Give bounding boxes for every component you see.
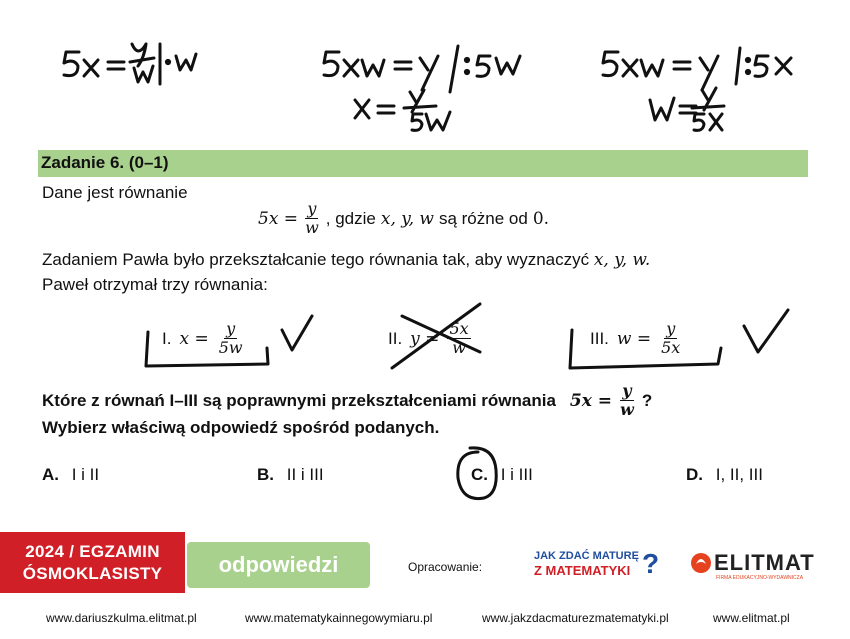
option-a-letter: A. xyxy=(42,465,59,484)
logo-jak-zdac xyxy=(534,550,664,586)
question-den: w xyxy=(620,400,634,419)
given-eq-tail: są różne od xyxy=(438,208,528,228)
task-line1-text: Zadaniem Pawła było przekształcanie tego równania tak, aby wyznaczyć xyxy=(42,250,590,269)
question-fraction xyxy=(618,382,636,419)
option-d-text: I, II, III xyxy=(715,465,763,484)
bracket-eq-i xyxy=(146,332,268,366)
given-label: Dane jest równanie xyxy=(42,183,188,202)
task-title: Zadanie 6. (0–1) xyxy=(41,153,169,172)
task-line1-vars: x, y, w. xyxy=(593,250,651,270)
task-line2: Paweł otrzymał trzy równania: xyxy=(42,275,268,294)
eq-ii-den: w xyxy=(452,338,466,357)
logo2-name: ELITMAT xyxy=(714,550,815,575)
given-eq-zero: 0. xyxy=(532,208,550,229)
logo2-sub: FIRMA EDUKACYJNO-WYDAWNICZA xyxy=(716,575,804,581)
option-c-letter: C. xyxy=(471,465,488,484)
elitmat-flame-icon xyxy=(690,552,712,574)
answers-badge: odpowiedzi xyxy=(187,542,370,588)
given-eq-vars: x, y, w xyxy=(380,208,434,229)
exam-badge-line2: ÓSMOKLASISTY xyxy=(22,564,163,583)
option-b[interactable] xyxy=(257,465,324,485)
check-eq-i-icon xyxy=(282,316,312,350)
given-eq-den: w xyxy=(305,218,319,237)
logo1-line1: JAK ZDAĆ MATURĘ xyxy=(534,550,639,562)
footer-link-4[interactable]: www.elitmat.pl xyxy=(713,611,790,625)
exam-badge xyxy=(0,532,185,593)
eq-i-num: y xyxy=(226,319,236,338)
prepared-by: Opracowanie: xyxy=(408,560,483,574)
eq-i-lhs: x = xyxy=(179,328,209,349)
eq-i-label: I. xyxy=(162,328,172,348)
option-d-letter: D. xyxy=(686,465,703,484)
option-a[interactable] xyxy=(42,465,99,485)
question-num: y xyxy=(622,381,632,400)
logo1-question-icon: ? xyxy=(642,548,660,579)
footer-link-1[interactable]: www.dariuszkulma.elitmat.pl xyxy=(46,611,197,625)
logo1-line2: Z MATEMATYKI xyxy=(534,563,631,578)
given-eq-rest: , gdzie xyxy=(325,208,376,228)
given-eq-lhs: 5x = xyxy=(258,208,299,229)
option-c[interactable] xyxy=(471,465,533,485)
question-text: Które z równań I–III są poprawnymi przekształceniami równania xyxy=(42,390,556,410)
cross-eq-ii-icon xyxy=(392,304,480,368)
given-eq-num: y xyxy=(307,199,317,218)
option-c-text: I i III xyxy=(500,465,533,484)
footer-link-2[interactable]: www.matematykainnegowymiaru.pl xyxy=(245,611,433,625)
option-b-text: II i III xyxy=(286,465,324,484)
check-eq-iii-icon xyxy=(744,310,788,352)
eq-iii-lhs: w = xyxy=(616,328,652,349)
question xyxy=(42,382,652,419)
question-mark: ? xyxy=(641,390,653,410)
exam-badge-line1: 2024 / EGZAMIN xyxy=(25,542,160,561)
bracket-eq-iii xyxy=(570,330,721,368)
eq-ii-num: 5x xyxy=(449,319,469,338)
eq-i-den: 5w xyxy=(218,338,243,357)
option-b-letter: B. xyxy=(257,465,274,484)
eq-iii-label: III. xyxy=(590,328,609,348)
option-a-text: I i II xyxy=(71,465,100,484)
instruction: Wybierz właściwą odpowiedź spośród podanych. xyxy=(42,418,440,437)
logo-elitmat xyxy=(690,550,820,586)
question-lhs: 5x = xyxy=(569,390,613,411)
eq-ii-lhs: y = xyxy=(410,328,440,349)
option-d[interactable] xyxy=(686,465,763,485)
eq-iii-den: 5x xyxy=(661,338,681,357)
eq-ii-label: II. xyxy=(388,328,403,348)
footer-link-3[interactable]: www.jakzdacmaturezmatematyki.pl xyxy=(482,611,669,625)
eq-iii-num: y xyxy=(666,319,676,338)
